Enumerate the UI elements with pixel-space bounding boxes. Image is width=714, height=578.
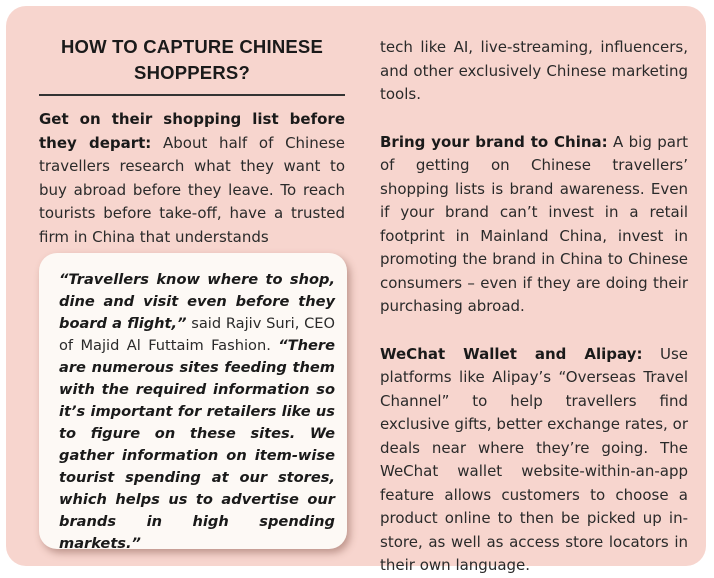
section-wechat-heading: WeChat Wallet and Alipay:	[380, 344, 643, 363]
quote-part-2: “There are numerous sites feeding them with the required information so it’s important for retailers like us to figure on these sites. We gather information on item-wise tourist spending at our stores, which helps us to advertise our brands in high spending markets.”	[59, 337, 335, 552]
section-shopping-list	[39, 108, 345, 249]
section-wechat-body: Use platforms like Alipay’s “Overseas Travel Channel” to help travellers find exclusive gifts, better exchange rates, or deals near where they’re going. The WeChat wallet website-within-an-app feature allows customers to choose a product online to then be picked up in-store, as well as access store locators in their own language.	[380, 344, 688, 574]
quote-attribution: said Rajiv Suri, CEO of Majid Al Futtaim Fashion.	[59, 315, 335, 354]
section-shopping-list-heading: Get on their shopping list before they depart:	[39, 110, 345, 152]
right-column	[380, 36, 688, 578]
section-shopping-list-continued: tech like AI, live-streaming, influencers, and other exclusively Chinese marketing tools.	[380, 38, 688, 103]
spacer	[380, 107, 688, 131]
left-column	[39, 34, 345, 249]
section-wechat-alipay	[380, 343, 688, 578]
title-line-1: HOW TO CAPTURE CHINESE	[60, 36, 324, 57]
spacer	[380, 319, 688, 343]
section-shopping-list-body: About half of Chinese travellers research what they want to buy abroad before they leave. To reach tourists before take-off, have a trusted firm in China that understands	[39, 133, 345, 246]
title-divider	[39, 94, 345, 96]
quote-part-1: “Travellers know where to shop, dine and visit even before they board a flight,”	[59, 271, 335, 332]
panel-title	[39, 34, 345, 86]
title-line-2: SHOPPERS?	[134, 62, 250, 83]
section-brand-to-china	[380, 131, 688, 319]
section-brand-body: A big part of getting on Chinese travellers’ shopping lists is brand awareness. Even if your brand can’t invest in a retail footprint in Mainland China, invest in promoting the brand in China to Chinese consumers – even if they are doing their purchasing abroad.	[380, 132, 688, 315]
quote-text	[59, 269, 335, 555]
section-brand-heading: Bring your brand to China:	[380, 132, 608, 151]
quote-box	[39, 253, 347, 552]
info-panel	[6, 6, 706, 574]
